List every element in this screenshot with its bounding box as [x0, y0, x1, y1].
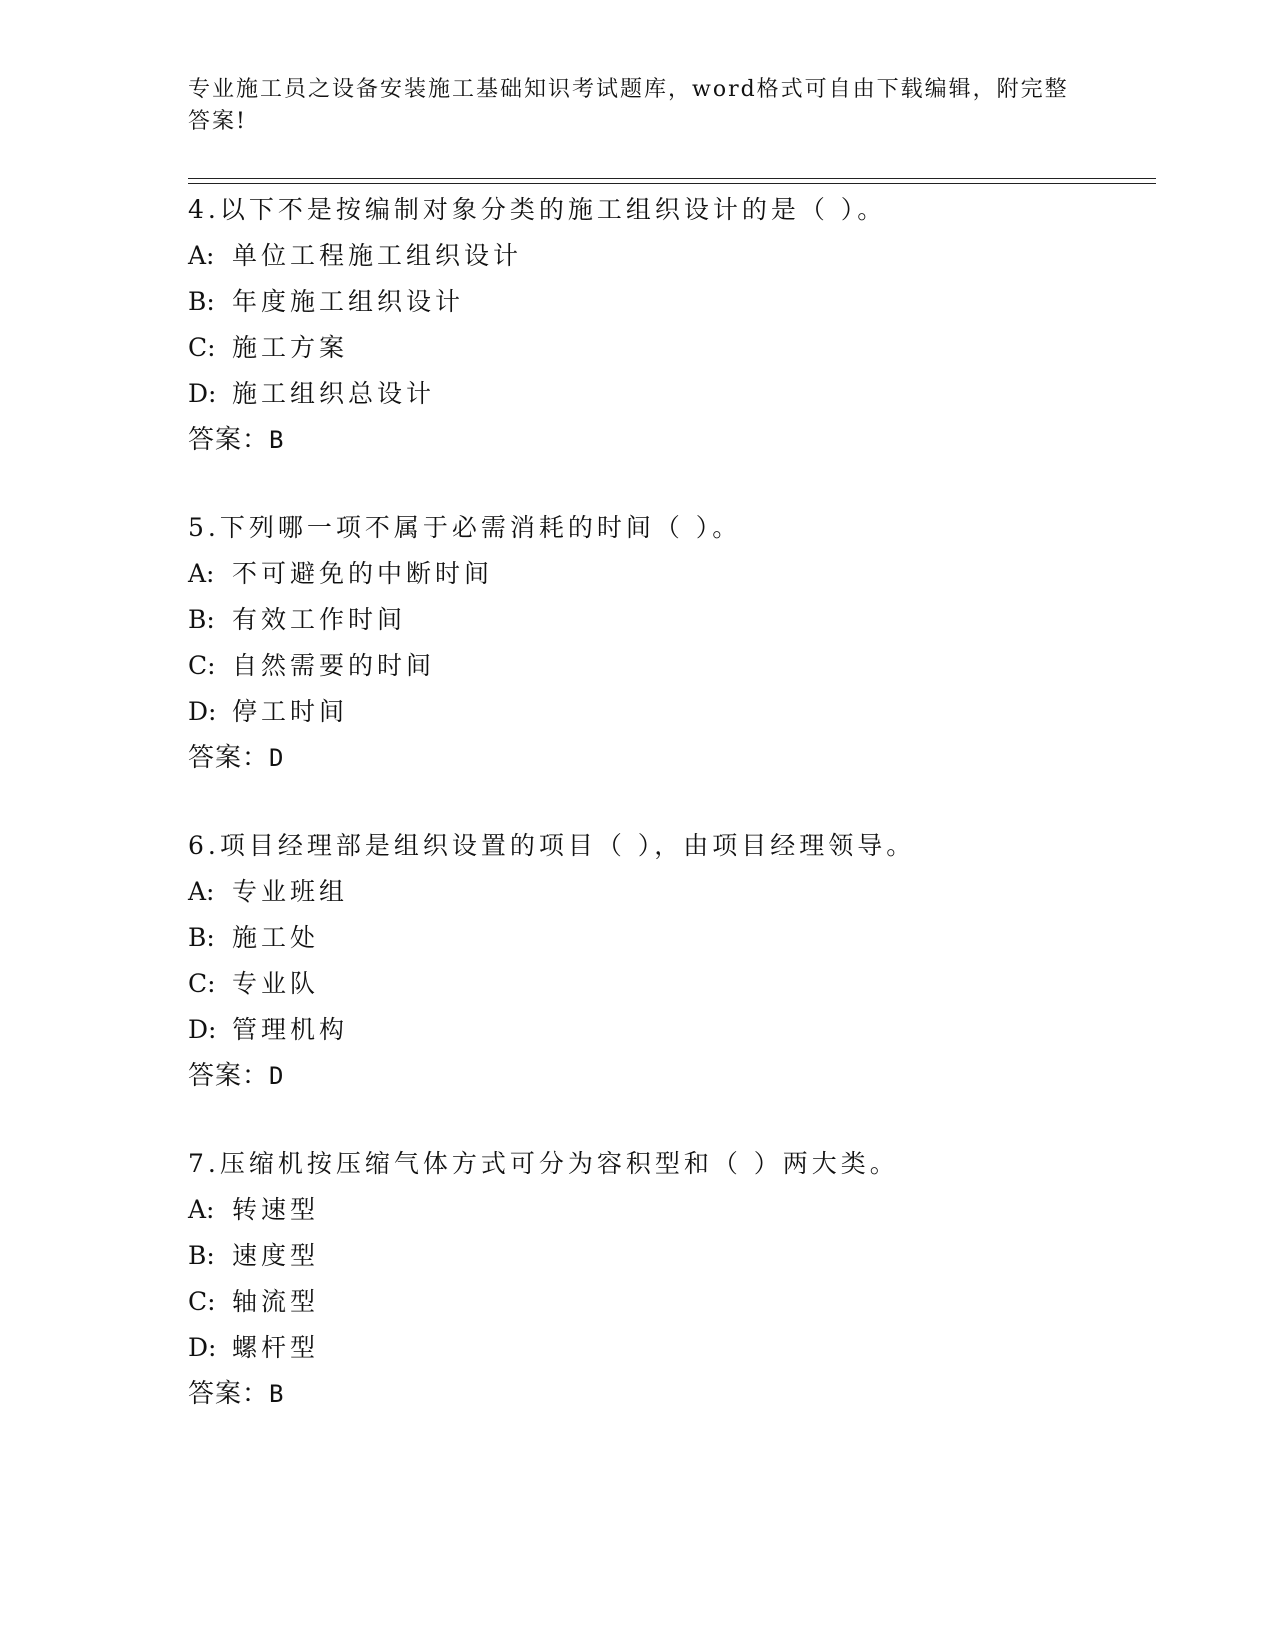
answer-line [188, 1371, 1168, 1417]
option-letter: D: [188, 379, 217, 408]
option-text: 单位工程施工组织设计 [232, 241, 523, 270]
option-d [188, 371, 1168, 417]
option-text: 施工方案 [232, 333, 349, 362]
option-c [188, 1279, 1168, 1325]
answer-label: 答案： [188, 1061, 270, 1091]
option-letter: A: [188, 877, 215, 906]
answer-label: 答案： [188, 1379, 270, 1409]
option-text: 速度型 [232, 1241, 320, 1270]
question-title: 6.项目经理部是组织设置的项目（ ），由项目经理领导。 [188, 831, 916, 860]
answer-label: 答案： [188, 425, 270, 455]
option-text: 螺杆型 [232, 1333, 320, 1362]
question-block [188, 1141, 1168, 1417]
option-a [188, 1187, 1168, 1233]
answer-label: 答案： [188, 743, 270, 773]
answer-value: B [269, 1380, 285, 1408]
option-letter: B: [188, 605, 215, 634]
option-letter: C: [188, 651, 216, 680]
question-block [188, 823, 1168, 1099]
answer-line [188, 417, 1168, 463]
option-text: 轴流型 [232, 1287, 320, 1316]
option-letter: C: [188, 1287, 216, 1316]
question-block [188, 505, 1168, 781]
option-letter: B: [188, 923, 215, 952]
option-d [188, 1007, 1168, 1053]
answer-line [188, 1053, 1168, 1099]
option-b [188, 597, 1168, 643]
option-text: 自然需要的时间 [232, 651, 436, 680]
header-divider-top [188, 178, 1156, 179]
option-c [188, 961, 1168, 1007]
option-b [188, 915, 1168, 961]
question-block [188, 187, 1168, 463]
option-text: 有效工作时间 [232, 605, 407, 634]
answer-value: D [269, 1062, 285, 1090]
option-letter: D: [188, 1333, 217, 1362]
header-divider-bottom [188, 183, 1156, 184]
option-letter: B: [188, 1241, 215, 1270]
option-text: 专业班组 [232, 877, 349, 906]
option-text: 转速型 [232, 1195, 320, 1224]
option-text: 停工时间 [232, 697, 349, 726]
answer-value: D [269, 744, 285, 772]
question-title: 5.下列哪一项不属于必需消耗的时间（ ）。 [188, 513, 742, 542]
option-letter: D: [188, 697, 217, 726]
option-letter: A: [188, 559, 215, 588]
option-b [188, 1233, 1168, 1279]
option-text: 施工组织总设计 [232, 379, 436, 408]
option-d [188, 1325, 1168, 1371]
option-text: 年度施工组织设计 [232, 287, 465, 316]
question-title: 4.以下不是按编制对象分类的施工组织设计的是（ ）。 [188, 195, 887, 224]
option-b [188, 279, 1168, 325]
option-text: 不可避免的中断时间 [232, 559, 494, 588]
option-text: 专业队 [232, 969, 320, 998]
option-letter: C: [188, 969, 216, 998]
answer-value: B [269, 426, 285, 454]
option-letter: C: [188, 333, 216, 362]
option-letter: B: [188, 287, 215, 316]
option-text: 管理机构 [232, 1015, 349, 1044]
option-a [188, 551, 1168, 597]
option-a [188, 869, 1168, 915]
option-a [188, 233, 1168, 279]
question-title: 7.压缩机按压缩气体方式可分为容积型和（ ）两大类。 [188, 1149, 899, 1178]
option-letter: D: [188, 1015, 217, 1044]
document-header: 专业施工员之设备安装施工基础知识考试题库，word格式可自由下载编辑，附完整答案! [188, 77, 1069, 134]
answer-line [188, 735, 1168, 781]
option-letter: A: [188, 1195, 215, 1224]
option-d [188, 689, 1168, 735]
option-letter: A: [188, 241, 215, 270]
option-text: 施工处 [232, 923, 320, 952]
option-c [188, 643, 1168, 689]
option-c [188, 325, 1168, 371]
